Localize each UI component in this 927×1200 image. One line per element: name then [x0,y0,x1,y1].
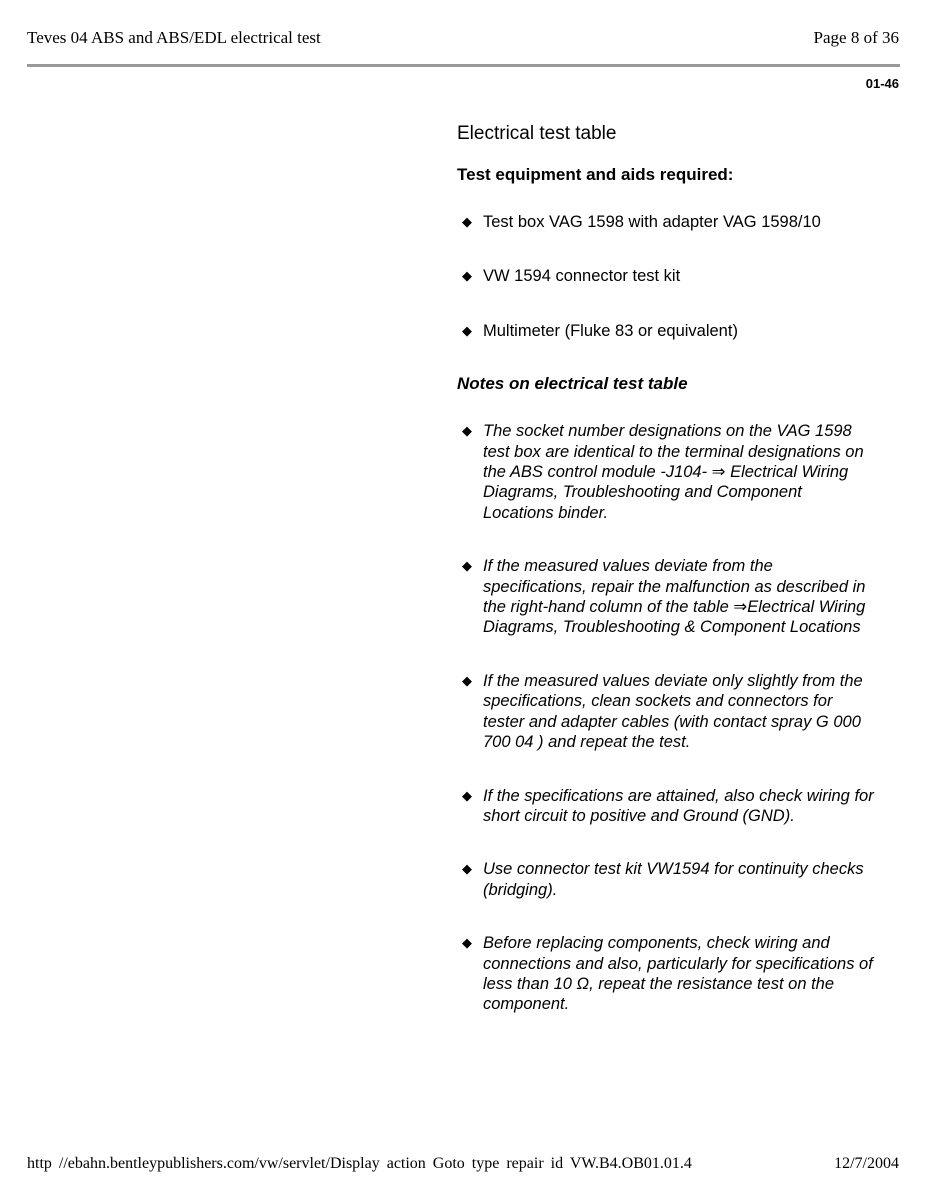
list-item-text: The socket number designations on the VAG 1598 test box are identical to the terminal designations on the ABS control module -J104- ⇒ Electrical Wiring Diagrams, Troubleshooting and Component Locations binder. [483,422,864,522]
list-item-text: Use connector test kit VW1594 for continuity checks (bridging). [483,860,864,899]
list-item-text: Multimeter (Fluke 83 or equivalent) [483,321,738,340]
page-number: Page 8 of 36 [813,28,899,47]
notes-list [457,421,877,1015]
list-item [457,321,877,341]
diamond-bullet-icon: ◆ [462,423,472,439]
list-item [457,859,877,900]
header-divider [27,64,900,67]
diamond-bullet-icon: ◆ [462,268,472,284]
list-item-text: If the specifications are attained, also check wiring for short circuit to positive and Ground (GND). [483,786,874,825]
list-item [457,933,877,1015]
source-url: http //ebahn.bentleypublishers.com/vw/servlet/Display action Goto type repair id VW.B4.OB01.01.4 [27,1155,692,1172]
notes-heading: Notes on electrical test table [457,374,688,394]
list-item [457,671,877,753]
document-title: Teves 04 ABS and ABS/EDL electrical test [27,28,321,47]
diamond-bullet-icon: ◆ [462,935,472,951]
diamond-bullet-icon: ◆ [462,861,472,877]
list-item [457,786,877,827]
list-item [457,266,877,286]
list-item-text: VW 1594 connector test kit [483,267,681,286]
equipment-heading: Test equipment and aids required: [457,165,734,184]
list-item-text: Before replacing components, check wiring and connections and also, particularly for specifications of less than 10 Ω, repeat the resistance test on the component. [483,934,873,1014]
diamond-bullet-icon: ◆ [462,672,472,688]
print-date: 12/7/2004 [834,1155,899,1172]
list-item [457,556,877,638]
list-item-text: If the measured values deviate only slightly from the specifications, clean sockets and connectors for tester and adapter cables (with contact spray G 000 700 04 ) and repeat the test. [483,671,863,752]
list-item-text: If the measured values deviate from the specifications, repair the malfunction as described in the right-hand column of the table ⇒Electrical Wiring Diagrams, Troubleshooting & Component Locations [483,557,866,637]
main-content [457,122,877,1048]
list-item [457,421,877,523]
diamond-bullet-icon: ◆ [462,322,472,338]
equipment-list [457,212,877,341]
diamond-bullet-icon: ◆ [462,558,472,574]
list-item-text: Test box VAG 1598 with adapter VAG 1598/10 [483,213,821,231]
section-heading: Electrical test table [457,123,617,144]
diamond-bullet-icon: ◆ [462,787,472,803]
section-code: 01-46 [865,76,899,91]
list-item [457,212,877,232]
diamond-bullet-icon: ◆ [462,214,472,229]
